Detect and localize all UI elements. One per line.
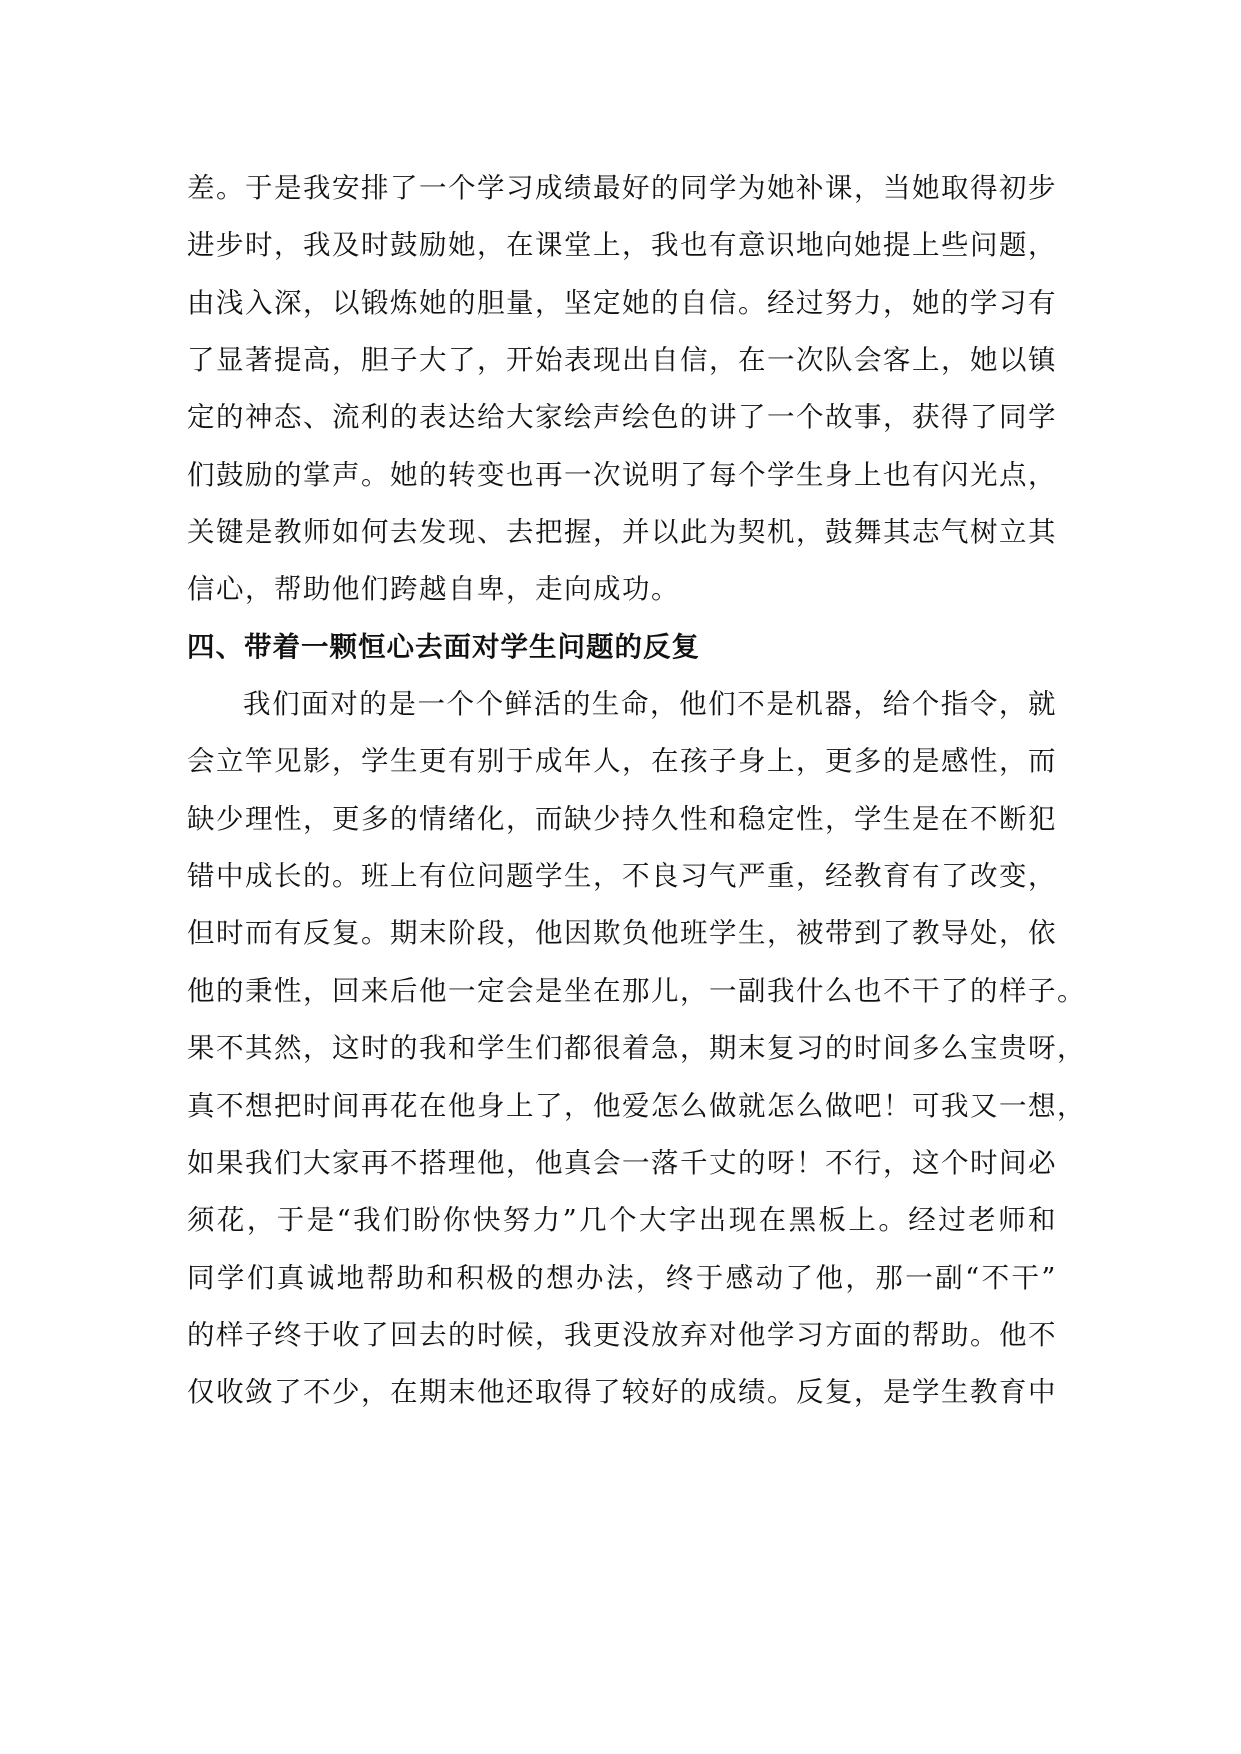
paragraph-1-line-7: 关键是教师如何去发现、去把握，并以此为契机，鼓舞其志气树立其 [187, 516, 1057, 548]
paragraph-1-line-2: 进步时，我及时鼓励她，在课堂上，我也有意识地向她提上些问题， [187, 229, 1057, 261]
paragraph-2-line-13: 仅收敛了不少，在期末他还取得了较好的成绩。反复，是学生教育中 [187, 1376, 1057, 1408]
paragraph-2-line-7: 果不其然，这时的我和学生们都很着急，期末复习的时间多么宝贵呀， [187, 1032, 1086, 1064]
paragraph-1-line-6: 们鼓励的掌声。她的转变也再一次说明了每个学生身上也有闪光点， [187, 459, 1057, 491]
paragraph-1-line-5: 定的神态、流利的表达给大家绘声绘色的讲了一个故事，获得了同学 [187, 401, 1057, 433]
paragraph-1-line-4: 了显著提高，胆子大了，开始表现出自信，在一次队会客上，她以镇 [187, 344, 1057, 376]
paragraph-2-line-8: 真不想把时间再花在他身上了，他爱怎么做就怎么做吧！可我又一想， [187, 1090, 1086, 1122]
paragraph-2-line-9: 如果我们大家再不搭理他，他真会一落千丈的呀！不行，这个时间必 [187, 1147, 1057, 1179]
paragraph-2-line-11: 同学们真诚地帮助和积极的想办法，终于感动了他，那一副“不干” [187, 1262, 1057, 1294]
paragraph-2-line-4: 错中成长的。班上有位问题学生，不良习气严重，经教育有了改变， [187, 860, 1057, 892]
paragraph-2-line-5: 但时而有反复。期末阶段，他因欺负他班学生，被带到了教导处，依 [187, 917, 1057, 949]
paragraph-2-line-2: 会立竿见影，学生更有别于成年人，在孩子身上，更多的是感性，而 [187, 745, 1057, 777]
paragraph-1-line-3: 由浅入深，以锻炼她的胆量，坚定她的自信。经过努力，她的学习有 [187, 287, 1057, 319]
paragraph-2-line-1: 我们面对的是一个个鲜活的生命，他们不是机器，给个指令，就 [243, 688, 1057, 720]
section-heading: 四、带着一颗恒心去面对学生问题的反复 [187, 631, 700, 663]
paragraph-2-line-6: 他的秉性，回来后他一定会是坐在那儿，一副我什么也不干了的样子。 [187, 975, 1086, 1007]
paragraph-2-line-3: 缺少理性，更多的情绪化，而缺少持久性和稳定性，学生是在不断犯 [187, 803, 1057, 835]
paragraph-1-line-1: 差。于是我安排了一个学习成绩最好的同学为她补课，当她取得初步 [187, 172, 1057, 204]
paragraph-1-line-8: 信心，帮助他们跨越自卑，走向成功。 [187, 573, 680, 605]
paragraph-2-line-12: 的样子终于收了回去的时候，我更没放弃对他学习方面的帮助。他不 [187, 1319, 1057, 1351]
paragraph-2-line-10: 须花，于是“我们盼你快努力”几个大字出现在黑板上。经过老师和 [187, 1204, 1057, 1236]
